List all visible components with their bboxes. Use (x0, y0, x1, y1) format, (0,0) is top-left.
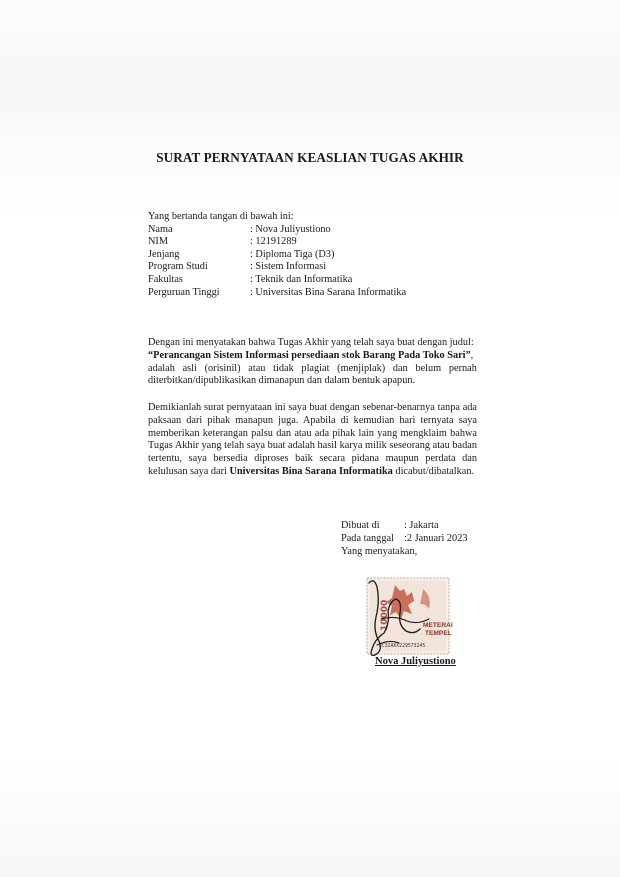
identity-row (148, 236, 406, 249)
declaration-text: Demikianlah surat pernyataan ini saya buat dengan sebenar-benarnya tanpa ada paksaan dari pihak manapun juga. Apabila di kemudian hari ternyata saya memberikan keterangan palsu dan atau ada pihak lain yang mengklaim bahwa Tugas Akhir yang telah saya buat adalah hasil karya milik seseorang atau badan tertentu, saya bersedia diproses baik secara pidana maupun perdata dan kelulusan saya dari (148, 402, 477, 477)
statement-paragraph (148, 337, 477, 388)
statement-word: (menjiplak) (337, 362, 386, 374)
identity-label: NIM (148, 236, 169, 248)
meterai-stamp (361, 575, 453, 659)
identity-row (148, 261, 406, 274)
document-title: SURAT PERNYATAAN KEASLIAN TUGAS AKHIR (156, 150, 464, 165)
identity-block (148, 211, 406, 299)
place-value: : Jakarta (404, 520, 439, 531)
stamp-serial: 2C32AKX229573245 (379, 644, 426, 649)
identity-value: : Universitas Bina Sarana Informatika (250, 286, 407, 298)
statement-word: pernah (448, 362, 477, 374)
date-label: Pada tanggal (341, 532, 394, 544)
identity-label: Fakultas (148, 273, 183, 285)
statement-word: asli (182, 362, 197, 374)
identity-value: : Diploma Tiga (D3) (250, 248, 335, 260)
identity-label: Program Studi (148, 261, 208, 273)
statement-word: adalah (148, 362, 175, 374)
statement-lead: Dengan ini menyatakan bahwa Tugas Akhir yang telah saya buat dengan judul: (148, 337, 474, 348)
statement-word: tidak (273, 362, 294, 374)
identity-row (148, 249, 406, 262)
thesis-title-line (148, 350, 477, 363)
signing-block (341, 520, 468, 558)
identity-label: Jenjang (148, 248, 180, 260)
identity-label: Nama (148, 223, 173, 235)
statement-word: atau (248, 362, 266, 374)
statement-word: plagiat (301, 362, 330, 374)
date-value: :2 Januari 2023 (404, 532, 468, 544)
identity-row (148, 224, 406, 237)
statement-word: (orisinil) (204, 362, 241, 374)
identity-row (148, 274, 406, 287)
thesis-title-comma: , (470, 349, 474, 361)
statement-word: dan (392, 362, 408, 374)
identity-value: : Sistem Informasi (250, 261, 327, 273)
date-row (341, 533, 468, 546)
stamp-label-2: TEMPEL (425, 630, 452, 637)
identity-label: Perguruan Tinggi (148, 286, 220, 298)
identity-value: : 12191289 (250, 236, 297, 248)
stamp-value: 10000 (380, 599, 390, 631)
statement-line-justified (148, 363, 477, 376)
statement-word: belum (415, 362, 442, 374)
closing-text: Yang menyatakan, (341, 545, 418, 557)
intro-text: Yang bertanda tangan di bawah ini: (148, 211, 294, 222)
place-label: Dibuat di (341, 520, 380, 531)
thesis-title: “Perancangan Sistem Informasi persediaan stok Barang Pada Toko Sari” (148, 349, 471, 361)
statement-line4: diterbitkan/dipublikasikan dimanapun dan dalam bentuk apapun. (148, 375, 416, 387)
signer-name: Nova Juliyustiono (375, 656, 456, 667)
identity-value: : Teknik dan Informatika (250, 273, 353, 285)
declaration-paragraph (148, 402, 477, 479)
identity-row (148, 287, 406, 300)
university-name: Universitas Bina Sarana Informatika (229, 465, 393, 477)
identity-value: : Nova Juliyustiono (250, 223, 331, 235)
declaration-tail: dicabut/dibatalkan. (392, 465, 475, 477)
place-row (341, 520, 468, 533)
stamp-label-1: METERAI (423, 622, 453, 629)
